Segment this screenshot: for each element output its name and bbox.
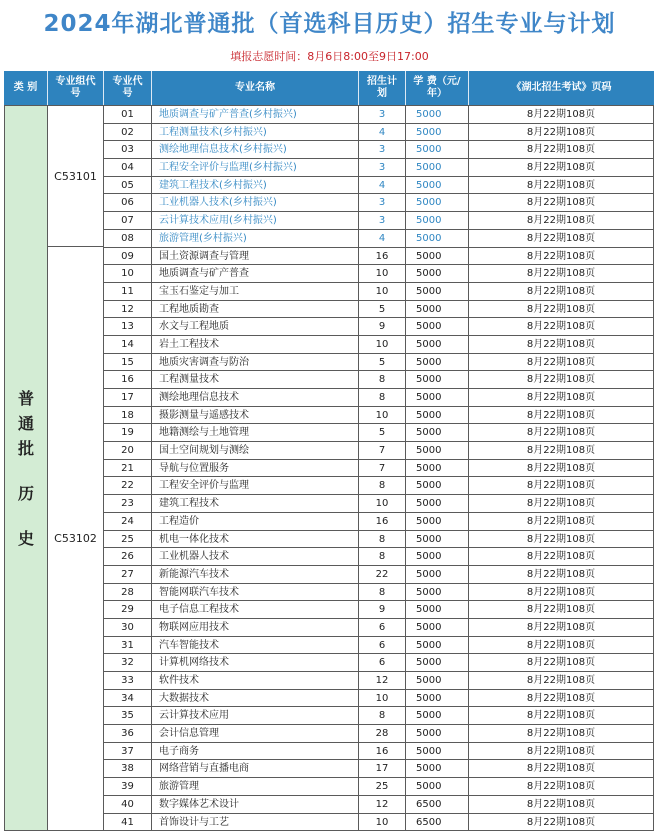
header-major-name: 专业名称: [152, 71, 359, 105]
fee-cell: 5000: [406, 301, 469, 319]
major-name-cell: 工业机器人技术(乡村振兴): [152, 194, 359, 212]
table-row: [104, 513, 654, 531]
page-cell: 8月22期108页: [469, 531, 654, 549]
page-cell: 8月22期108页: [469, 159, 654, 177]
fee-cell: 5000: [406, 354, 469, 372]
major-name-cell: 岩土工程技术: [152, 336, 359, 354]
major-name-cell: 导航与位置服务: [152, 460, 359, 478]
major-name-cell: 工程测量技术: [152, 371, 359, 389]
page-cell: 8月22期108页: [469, 371, 654, 389]
plan-cell: 7: [359, 442, 406, 460]
plan-cell: 16: [359, 248, 406, 266]
major-code-cell: 37: [104, 743, 152, 761]
fee-cell: 5000: [406, 566, 469, 584]
page-cell: 8月22期108页: [469, 495, 654, 513]
category-char: 历: [17, 483, 34, 503]
fee-cell: 5000: [406, 318, 469, 336]
plan-cell: 8: [359, 707, 406, 725]
table-row: [104, 814, 654, 832]
table-row: [104, 424, 654, 442]
major-code-cell: 05: [104, 177, 152, 195]
major-name-cell: 软件技术: [152, 672, 359, 690]
page-cell: 8月22期108页: [469, 460, 654, 478]
fee-cell: 5000: [406, 106, 469, 124]
table-row: [104, 548, 654, 566]
plan-cell: 3: [359, 212, 406, 230]
category-char: 普: [17, 388, 34, 408]
major-code-cell: 41: [104, 814, 152, 832]
major-name-cell: 建筑工程技术: [152, 495, 359, 513]
page-cell: 8月22期108页: [469, 548, 654, 566]
fee-cell: 5000: [406, 407, 469, 425]
page-cell: 8月22期108页: [469, 336, 654, 354]
major-code-cell: 25: [104, 531, 152, 549]
plan-cell: 16: [359, 513, 406, 531]
fee-cell: 5000: [406, 389, 469, 407]
major-code-cell: 33: [104, 672, 152, 690]
plan-cell: 5: [359, 424, 406, 442]
category-char: 通: [17, 413, 34, 433]
major-code-cell: 19: [104, 424, 152, 442]
major-name-cell: 工业机器人技术: [152, 548, 359, 566]
group-code-c53102: C53102: [48, 247, 104, 831]
plan-cell: 10: [359, 265, 406, 283]
major-code-cell: 22: [104, 477, 152, 495]
table-row: [104, 442, 654, 460]
major-name-cell: 摄影测量与遥感技术: [152, 407, 359, 425]
fee-cell: 5000: [406, 248, 469, 266]
major-name-cell: 测绘地理信息技术(乡村振兴): [152, 141, 359, 159]
table-row: [104, 495, 654, 513]
major-name-cell: 建筑工程技术(乡村振兴): [152, 177, 359, 195]
fee-cell: 5000: [406, 743, 469, 761]
fee-cell: 5000: [406, 654, 469, 672]
table-row: [104, 619, 654, 637]
page-cell: 8月22期108页: [469, 407, 654, 425]
page-cell: 8月22期108页: [469, 566, 654, 584]
fee-cell: 5000: [406, 442, 469, 460]
page-cell: 8月22期108页: [469, 354, 654, 372]
major-code-cell: 16: [104, 371, 152, 389]
table-row: [104, 601, 654, 619]
page-cell: 8月22期108页: [469, 283, 654, 301]
major-code-cell: 18: [104, 407, 152, 425]
major-name-cell: 智能网联汽车技术: [152, 584, 359, 602]
application-time: 填报志愿时间：8月6日8:00至9日17:00: [230, 50, 429, 63]
fee-cell: 5000: [406, 177, 469, 195]
page-cell: 8月22期108页: [469, 177, 654, 195]
table-row: [104, 230, 654, 248]
fee-cell: 5000: [406, 513, 469, 531]
table-row: [104, 159, 654, 177]
plan-cell: 7: [359, 460, 406, 478]
plan-cell: 10: [359, 336, 406, 354]
plan-cell: 8: [359, 531, 406, 549]
plan-cell: 8: [359, 584, 406, 602]
major-name-cell: 会计信息管理: [152, 725, 359, 743]
table-row: [104, 407, 654, 425]
page-cell: 8月22期108页: [469, 654, 654, 672]
fee-cell: 5000: [406, 371, 469, 389]
table-row: [104, 690, 654, 708]
major-code-cell: 38: [104, 760, 152, 778]
major-name-cell: 工程安全评价与监理: [152, 477, 359, 495]
plan-cell: 3: [359, 159, 406, 177]
table-row: [104, 760, 654, 778]
major-code-cell: 01: [104, 106, 152, 124]
major-name-cell: 地籍测绘与土地管理: [152, 424, 359, 442]
major-name-cell: 首饰设计与工艺: [152, 814, 359, 832]
major-name-cell: 地质调查与矿产普查(乡村振兴): [152, 106, 359, 124]
major-name-cell: 工程地质勘查: [152, 301, 359, 319]
major-code-cell: 11: [104, 283, 152, 301]
major-name-cell: 大数据技术: [152, 690, 359, 708]
page-cell: 8月22期108页: [469, 141, 654, 159]
category-char: 史: [17, 528, 34, 548]
major-name-cell: 工程安全评价与监理(乡村振兴): [152, 159, 359, 177]
page-cell: 8月22期108页: [469, 584, 654, 602]
major-code-cell: 06: [104, 194, 152, 212]
table-row: [104, 672, 654, 690]
fee-cell: 5000: [406, 265, 469, 283]
page-cell: 8月22期108页: [469, 301, 654, 319]
major-name-cell: 数字媒体艺术设计: [152, 796, 359, 814]
major-table-body: [104, 105, 654, 831]
table-row: [104, 460, 654, 478]
major-name-cell: 机电一体化技术: [152, 531, 359, 549]
major-code-cell: 21: [104, 460, 152, 478]
page-cell: 8月22期108页: [469, 194, 654, 212]
plan-cell: 6: [359, 619, 406, 637]
table-row: [104, 743, 654, 761]
page-cell: 8月22期108页: [469, 672, 654, 690]
plan-cell: 4: [359, 124, 406, 142]
major-name-cell: 新能源汽车技术: [152, 566, 359, 584]
major-code-cell: 08: [104, 230, 152, 248]
fee-cell: 5000: [406, 548, 469, 566]
major-code-cell: 09: [104, 248, 152, 266]
header-group-code: 专业组代号: [48, 71, 104, 105]
major-code-cell: 23: [104, 495, 152, 513]
fee-cell: 5000: [406, 531, 469, 549]
table-row: [104, 124, 654, 142]
fee-cell: 5000: [406, 619, 469, 637]
group-code-c53101: C53101: [48, 105, 104, 247]
page-cell: 8月22期108页: [469, 760, 654, 778]
major-code-cell: 40: [104, 796, 152, 814]
major-code-cell: 10: [104, 265, 152, 283]
fee-cell: 5000: [406, 336, 469, 354]
category-char: 批: [17, 438, 34, 458]
major-code-cell: 27: [104, 566, 152, 584]
major-code-cell: 20: [104, 442, 152, 460]
major-name-cell: 物联网应用技术: [152, 619, 359, 637]
page-cell: 8月22期108页: [469, 389, 654, 407]
plan-cell: 4: [359, 230, 406, 248]
major-code-cell: 03: [104, 141, 152, 159]
page-cell: 8月22期108页: [469, 212, 654, 230]
table-row: [104, 566, 654, 584]
fee-cell: 5000: [406, 672, 469, 690]
page-cell: 8月22期108页: [469, 424, 654, 442]
plan-cell: 12: [359, 672, 406, 690]
header-category: 类 别: [4, 71, 48, 105]
major-code-cell: 28: [104, 584, 152, 602]
plan-cell: 6: [359, 637, 406, 655]
plan-cell: 10: [359, 283, 406, 301]
page-title: 2024年湖北普通批（首选科目历史）招生专业与计划: [43, 11, 616, 37]
plan-cell: 6: [359, 654, 406, 672]
major-name-cell: 工程造价: [152, 513, 359, 531]
page-cell: 8月22期108页: [469, 690, 654, 708]
table-row: [104, 336, 654, 354]
fee-cell: 5000: [406, 460, 469, 478]
fee-cell: 6500: [406, 814, 469, 832]
major-code-cell: 32: [104, 654, 152, 672]
table-row: [104, 141, 654, 159]
plan-cell: 22: [359, 566, 406, 584]
table-row: [104, 796, 654, 814]
fee-cell: 5000: [406, 690, 469, 708]
major-code-cell: 35: [104, 707, 152, 725]
fee-cell: 5000: [406, 159, 469, 177]
page-cell: 8月22期108页: [469, 477, 654, 495]
major-code-cell: 15: [104, 354, 152, 372]
table-row: [104, 106, 654, 124]
fee-cell: 5000: [406, 424, 469, 442]
plan-cell: 3: [359, 141, 406, 159]
table-row: [104, 283, 654, 301]
major-name-cell: 云计算技术应用(乡村振兴): [152, 212, 359, 230]
fee-cell: 5000: [406, 212, 469, 230]
table-header: [4, 71, 654, 105]
major-name-cell: 网络营销与直播电商: [152, 760, 359, 778]
table-row: [104, 584, 654, 602]
table-row: [104, 301, 654, 319]
major-code-cell: 07: [104, 212, 152, 230]
table-row: [104, 265, 654, 283]
table-row: [104, 212, 654, 230]
major-name-cell: 汽车智能技术: [152, 637, 359, 655]
header-major-code: 专业代号: [104, 71, 152, 105]
major-code-cell: 26: [104, 548, 152, 566]
major-name-cell: 计算机网络技术: [152, 654, 359, 672]
plan-cell: 4: [359, 177, 406, 195]
plan-cell: 9: [359, 318, 406, 336]
page-cell: 8月22期108页: [469, 707, 654, 725]
major-code-cell: 34: [104, 690, 152, 708]
header-fee: 学 费（元/年）: [406, 71, 469, 105]
plan-cell: 8: [359, 389, 406, 407]
plan-cell: 16: [359, 743, 406, 761]
plan-cell: 5: [359, 354, 406, 372]
major-name-cell: 宝玉石鉴定与加工: [152, 283, 359, 301]
fee-cell: 5000: [406, 601, 469, 619]
major-code-cell: 17: [104, 389, 152, 407]
plan-cell: 8: [359, 477, 406, 495]
page-cell: 8月22期108页: [469, 265, 654, 283]
plan-cell: 3: [359, 194, 406, 212]
table-row: [104, 477, 654, 495]
major-name-cell: 云计算技术应用: [152, 707, 359, 725]
category-cell: [4, 105, 48, 831]
major-name-cell: 工程测量技术(乡村振兴): [152, 124, 359, 142]
page-cell: 8月22期108页: [469, 106, 654, 124]
major-name-cell: 旅游管理: [152, 778, 359, 796]
page-cell: 8月22期108页: [469, 248, 654, 266]
page-cell: 8月22期108页: [469, 814, 654, 832]
table-row: [104, 371, 654, 389]
table-row: [104, 725, 654, 743]
header-plan: 招生计划: [359, 71, 406, 105]
table-row: [104, 194, 654, 212]
table-row: [104, 389, 654, 407]
plan-cell: 10: [359, 495, 406, 513]
major-name-cell: 旅游管理(乡村振兴): [152, 230, 359, 248]
fee-cell: 5000: [406, 230, 469, 248]
header-page: 《湖北招生考试》页码: [511, 82, 612, 93]
major-code-cell: 39: [104, 778, 152, 796]
major-name-cell: 电子商务: [152, 743, 359, 761]
major-code-cell: 31: [104, 637, 152, 655]
major-code-cell: 36: [104, 725, 152, 743]
plan-cell: 28: [359, 725, 406, 743]
plan-cell: 10: [359, 407, 406, 425]
page-cell: 8月22期108页: [469, 513, 654, 531]
page-cell: 8月22期108页: [469, 619, 654, 637]
fee-cell: 5000: [406, 707, 469, 725]
table-row: [104, 177, 654, 195]
plan-cell: 5: [359, 301, 406, 319]
table-row: [104, 707, 654, 725]
plan-cell: 10: [359, 690, 406, 708]
fee-cell: 5000: [406, 584, 469, 602]
table-row: [104, 531, 654, 549]
table-row: [104, 354, 654, 372]
major-name-cell: 测绘地理信息技术: [152, 389, 359, 407]
major-name-cell: 地质调查与矿产普查: [152, 265, 359, 283]
table-row: [104, 248, 654, 266]
major-code-cell: 14: [104, 336, 152, 354]
fee-cell: 5000: [406, 637, 469, 655]
page-cell: 8月22期108页: [469, 637, 654, 655]
fee-cell: 5000: [406, 725, 469, 743]
major-code-cell: 13: [104, 318, 152, 336]
fee-cell: 5000: [406, 141, 469, 159]
major-name-cell: 电子信息工程技术: [152, 601, 359, 619]
page-cell: 8月22期108页: [469, 778, 654, 796]
major-code-cell: 29: [104, 601, 152, 619]
page-cell: 8月22期108页: [469, 318, 654, 336]
plan-cell: 17: [359, 760, 406, 778]
major-code-cell: 30: [104, 619, 152, 637]
fee-cell: 5000: [406, 760, 469, 778]
major-code-cell: 04: [104, 159, 152, 177]
major-code-cell: 12: [104, 301, 152, 319]
fee-cell: 5000: [406, 283, 469, 301]
plan-cell: 8: [359, 371, 406, 389]
major-name-cell: 地质灾害调查与防治: [152, 354, 359, 372]
plan-cell: 8: [359, 548, 406, 566]
plan-cell: 12: [359, 796, 406, 814]
table-row: [104, 637, 654, 655]
page-cell: 8月22期108页: [469, 743, 654, 761]
fee-cell: 6500: [406, 796, 469, 814]
plan-cell: 10: [359, 814, 406, 832]
page-cell: 8月22期108页: [469, 601, 654, 619]
table-row: [104, 654, 654, 672]
major-name-cell: 国土空间规划与测绘: [152, 442, 359, 460]
fee-cell: 5000: [406, 124, 469, 142]
page-cell: 8月22期108页: [469, 442, 654, 460]
page-cell: 8月22期108页: [469, 124, 654, 142]
major-code-cell: 02: [104, 124, 152, 142]
table-row: [104, 778, 654, 796]
fee-cell: 5000: [406, 194, 469, 212]
major-name-cell: 国土资源调查与管理: [152, 248, 359, 266]
fee-cell: 5000: [406, 495, 469, 513]
plan-cell: 25: [359, 778, 406, 796]
fee-cell: 5000: [406, 778, 469, 796]
table-row: [104, 318, 654, 336]
page-cell: 8月22期108页: [469, 725, 654, 743]
plan-cell: 3: [359, 106, 406, 124]
page-cell: 8月22期108页: [469, 230, 654, 248]
major-name-cell: 水文与工程地质: [152, 318, 359, 336]
page-cell: 8月22期108页: [469, 796, 654, 814]
plan-cell: 9: [359, 601, 406, 619]
fee-cell: 5000: [406, 477, 469, 495]
major-code-cell: 24: [104, 513, 152, 531]
